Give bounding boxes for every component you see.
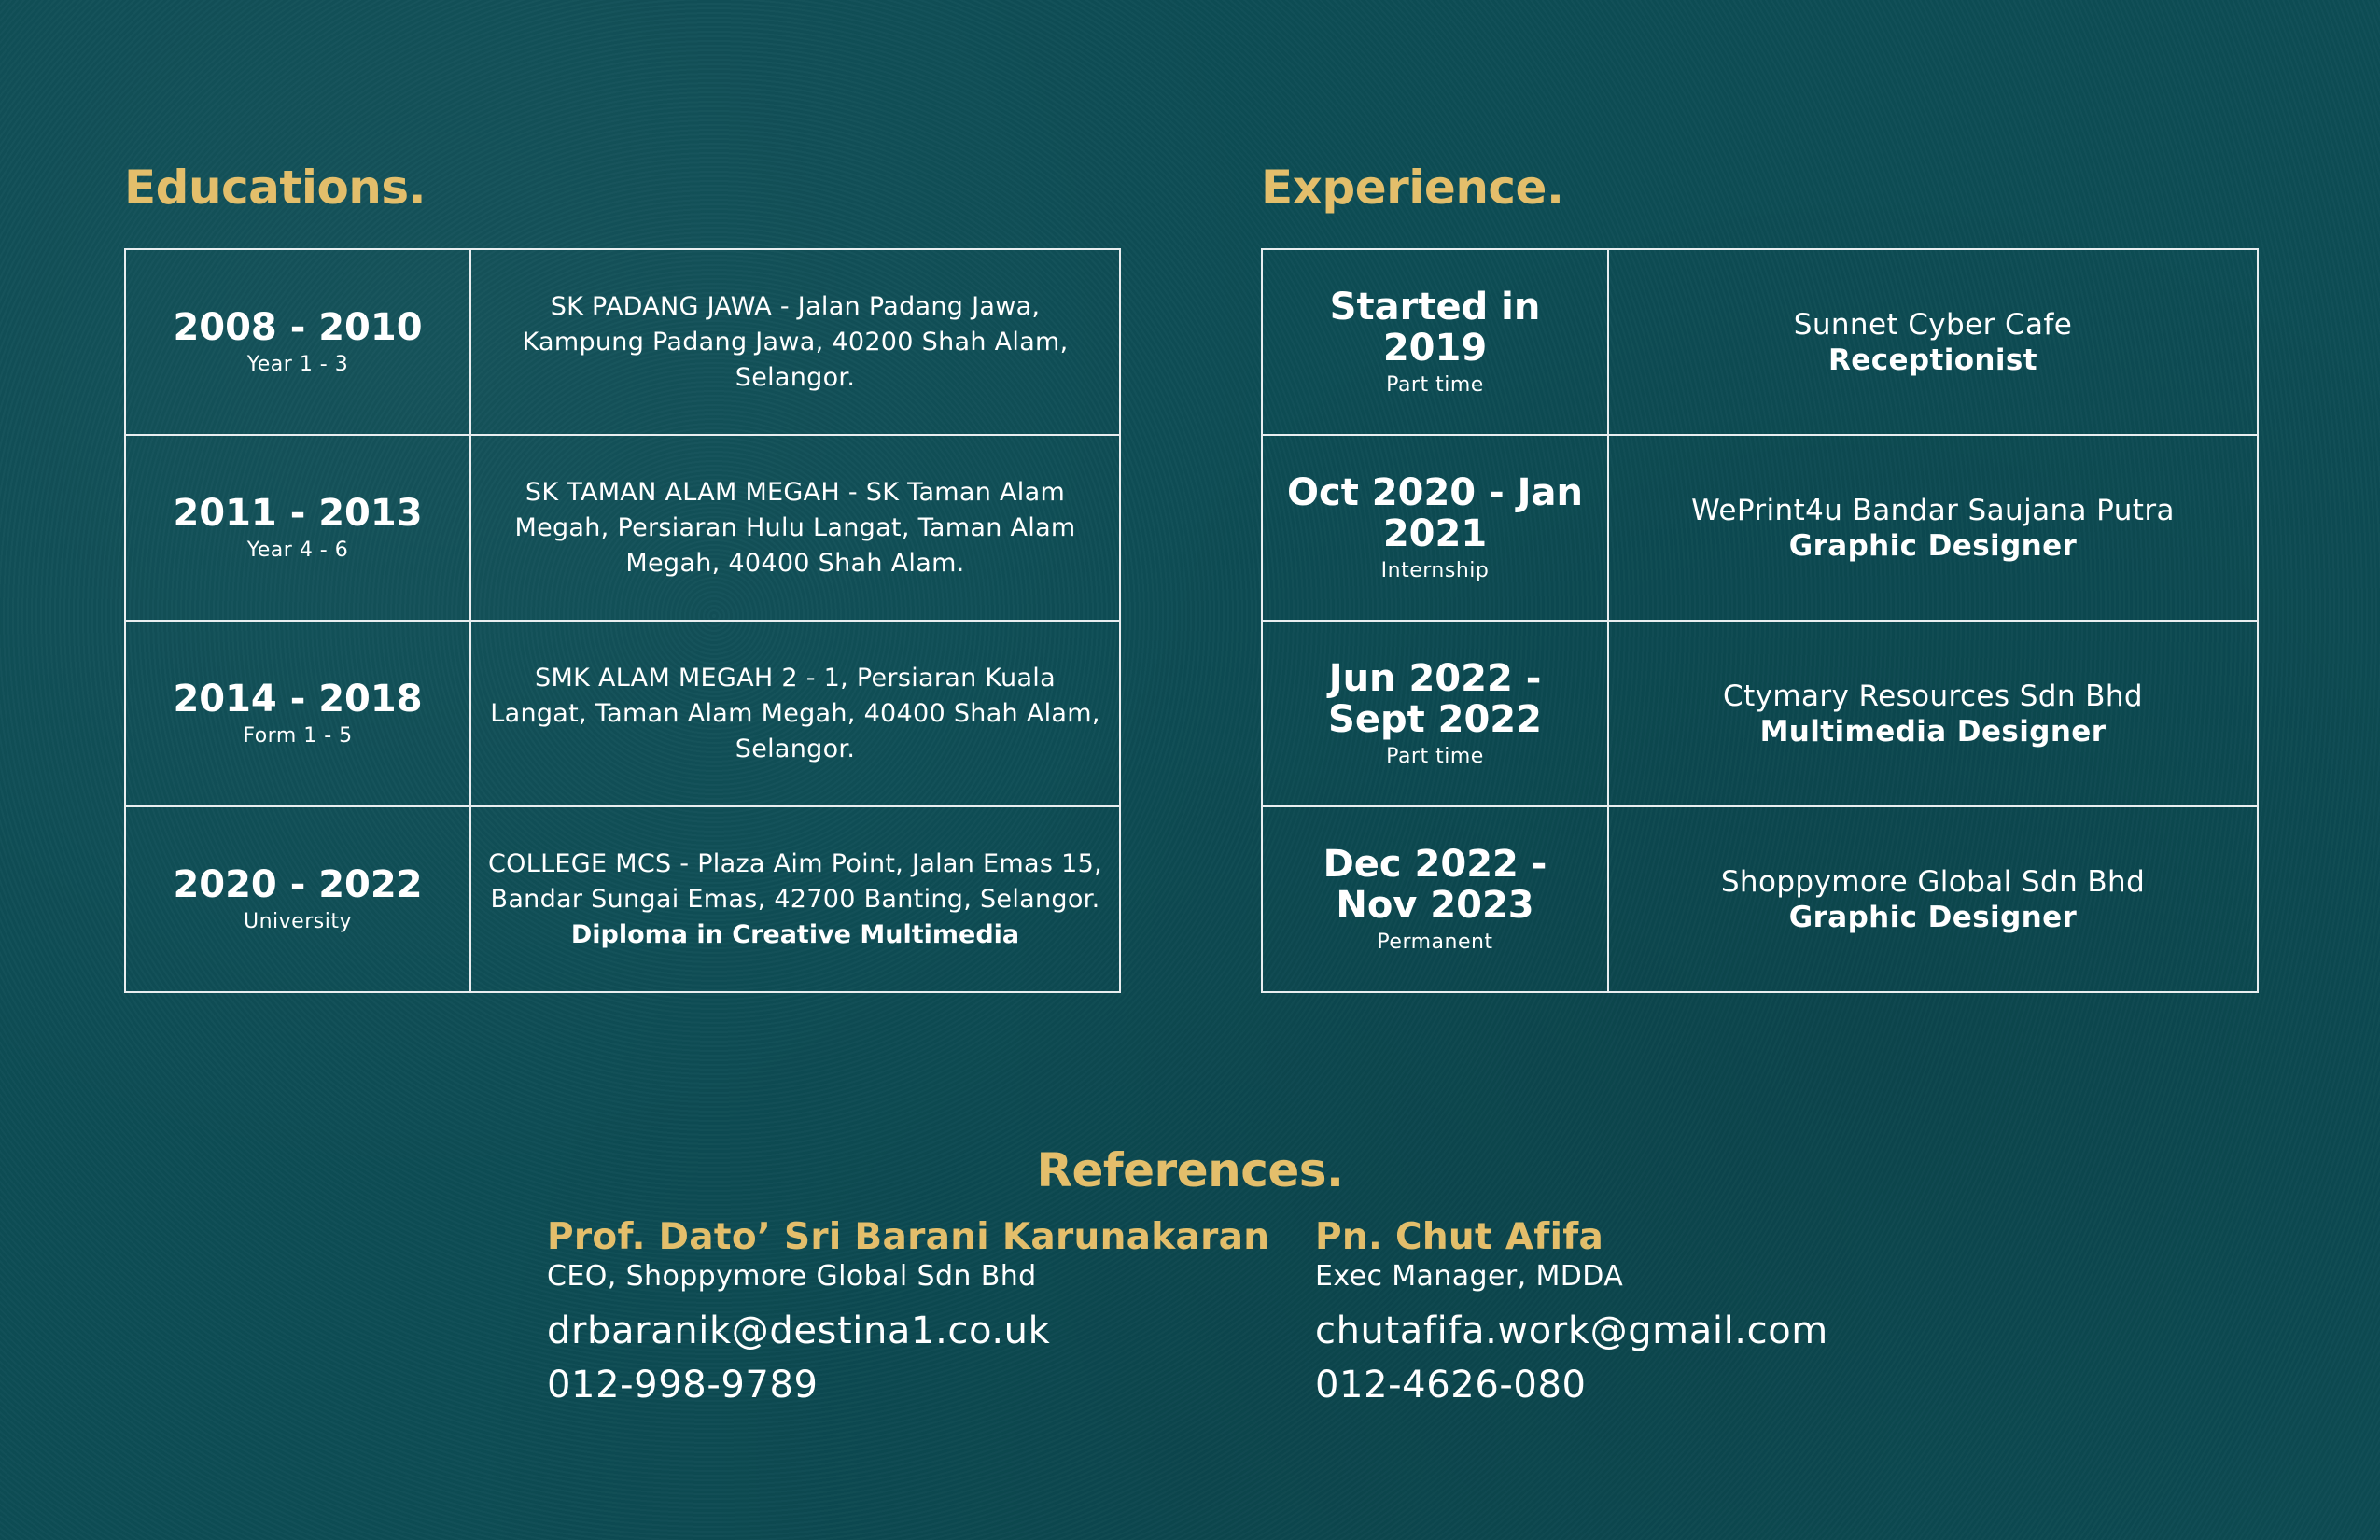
educations-heading: Educations.	[124, 161, 427, 215]
education-school-cell	[470, 435, 1120, 621]
experience-type: Part time	[1386, 372, 1484, 397]
experience-period: Started in 2019	[1329, 285, 1541, 370]
reference-name: Pn. Chut Afifa	[1315, 1216, 1604, 1258]
experience-company: Sunnet Cyber Cafe	[1793, 307, 2073, 342]
education-years: 2020 - 2022	[173, 862, 423, 906]
education-row	[125, 621, 1120, 806]
education-level: Year 1 - 3	[246, 352, 349, 376]
experience-period-cell	[1262, 249, 1608, 435]
experience-role: Graphic Designer	[1788, 528, 2078, 563]
education-qualification: Diploma in Creative Multimedia	[570, 919, 1020, 949]
reference-card	[547, 1216, 1269, 1412]
education-school: SK PADANG JAWA - Jalan Padang Jawa, Kampung Padang Jawa, 40200 Shah Alam, Selangor.	[522, 291, 1069, 392]
education-years: 2011 - 2013	[173, 491, 423, 535]
reference-email[interactable]: drbaranik@destina1.co.uk	[547, 1309, 1051, 1352]
education-row	[125, 806, 1120, 992]
education-school-cell	[470, 621, 1120, 806]
experience-role: Multimedia Designer	[1759, 714, 2107, 749]
experience-company-cell	[1608, 435, 2258, 621]
reference-title: CEO, Shoppymore Global Sdn Bhd	[547, 1260, 1037, 1293]
experience-period: Dec 2022 - Nov 2023	[1323, 842, 1547, 927]
reference-email[interactable]: chutafifa.work@gmail.com	[1315, 1309, 1828, 1352]
education-row	[125, 435, 1120, 621]
education-school: COLLEGE MCS - Plaza Aim Point, Jalan Emas 15, Bandar Sungai Emas, 42700 Banting, Selangor.	[488, 848, 1102, 914]
experience-row	[1262, 621, 2258, 806]
education-row	[125, 249, 1120, 435]
experience-type: Permanent	[1377, 930, 1493, 954]
experience-company-cell	[1608, 249, 2258, 435]
reference-name: Prof. Dato’ Sri Barani Karunakaran	[547, 1216, 1270, 1258]
education-years-cell	[125, 435, 470, 621]
education-school-cell	[470, 806, 1120, 992]
experience-period: Oct 2020 - Jan 2021	[1287, 470, 1583, 555]
education-years: 2008 - 2010	[173, 305, 423, 349]
experience-company: Shoppymore Global Sdn Bhd	[1720, 864, 2146, 899]
education-level: Form 1 - 5	[243, 723, 353, 748]
experience-row	[1262, 806, 2258, 992]
experience-type: Part time	[1386, 744, 1484, 768]
education-years-cell	[125, 621, 470, 806]
education-years: 2014 - 2018	[173, 677, 423, 721]
references-heading: References.	[1036, 1143, 1344, 1197]
experience-row	[1262, 435, 2258, 621]
experience-company-cell	[1608, 621, 2258, 806]
education-level: Year 4 - 6	[246, 538, 349, 562]
education-years-cell	[125, 806, 470, 992]
experience-period-cell	[1262, 435, 1608, 621]
reference-phone[interactable]: 012-4626-080	[1315, 1364, 1587, 1407]
experience-period-cell	[1262, 806, 1608, 992]
experience-company: WePrint4u Bandar Saujana Putra	[1691, 493, 2175, 527]
experience-period: Jun 2022 - Sept 2022	[1328, 656, 1542, 741]
experience-company: Ctymary Resources Sdn Bhd	[1723, 679, 2143, 713]
experience-role: Graphic Designer	[1788, 900, 2078, 934]
education-school: SK TAMAN ALAM MEGAH - SK Taman Alam Megah, Persiaran Hulu Langat, Taman Alam Megah, 40400 Shah Alam.	[514, 477, 1076, 578]
education-school-cell	[470, 249, 1120, 435]
experience-row	[1262, 249, 2258, 435]
experience-type: Internship	[1380, 558, 1490, 582]
experience-company-cell	[1608, 806, 2258, 992]
education-years-cell	[125, 249, 470, 435]
experience-heading: Experience.	[1261, 161, 1564, 215]
reference-phone[interactable]: 012-998-9789	[547, 1364, 819, 1407]
experience-period-cell	[1262, 621, 1608, 806]
reference-card	[1315, 1216, 1828, 1412]
experience-role: Receptionist	[1828, 343, 2037, 377]
educations-table	[124, 248, 1121, 993]
experience-table	[1261, 248, 2259, 993]
reference-title: Exec Manager, MDDA	[1315, 1260, 1624, 1293]
education-level: University	[244, 909, 352, 933]
education-school: SMK ALAM MEGAH 2 - 1, Persiaran Kuala Langat, Taman Alam Megah, 40400 Shah Alam, Selangor.	[490, 663, 1100, 763]
